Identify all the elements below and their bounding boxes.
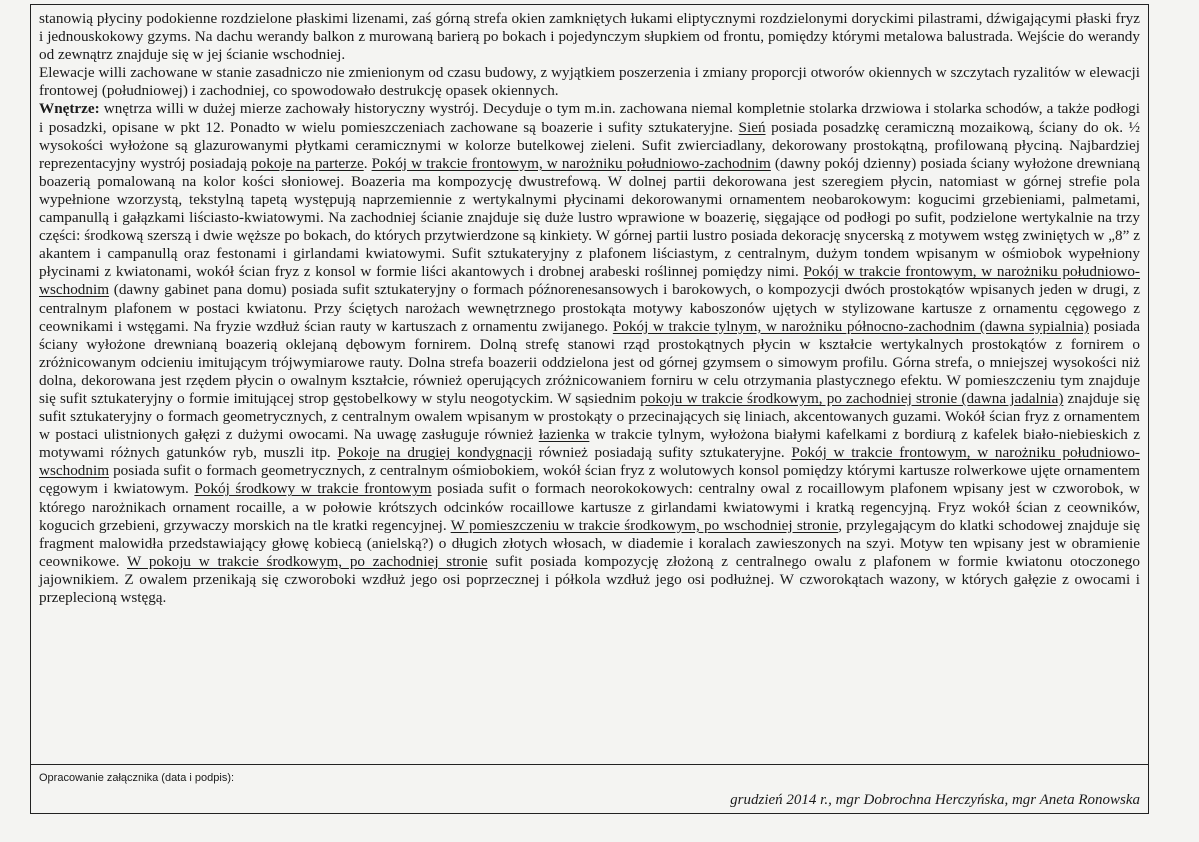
room-link-middle-east: W pomieszczeniu w trakcie środkowym, po wschodniej stronie (450, 516, 839, 534)
signature-label: Opracowanie załącznika (data i podpis): (39, 772, 235, 784)
interior-text: w trakcie tylnym, wyłożona białymi kafelkami z bordiurą z kafelek biało-niebieskich z motywami różnych gatunków ryb, muszli itp. (39, 426, 1140, 462)
room-link-nw-back: Pokój w trakcie tylnym, w narożniku północno-zachodnim (dawna sypialnia) (612, 317, 1089, 335)
room-link-second-floor: Pokoje na drugiej kondygnacji (337, 444, 533, 462)
interior-text: również posiadają sufity sztukateryjne. (532, 444, 792, 462)
interior-text: znajduje się sufit sztukateryjny o formach geometrycznych, z centralnym owalem wpisanym w prostokąty o przecinających się liniach, akcentowanych guzami. Wokół ścian fryz z ornamentem w postaci ulistnionych gałęzi z dużymi owocami. Na uwagę zasługuje również (39, 389, 1140, 444)
room-link-sw-front: Pokój w trakcie frontowym, w narożniku południowo-zachodnim (371, 154, 771, 172)
interior-text: (dawny pokój dzienny) posiada ściany wyłożone drewnianą boazerią pomalowaną na kolor kości słoniowej. Boazeria ma kompozycję dwustrefową. W dolnej partii dekorowana jest szeregiem płycin, natomiast w górnej strefie pola wypełnione wzorzystą, tekstylną tapetą występują naprzemiennie z wertykalnymi płycinami dekorowanymi ornamentem neobarokowym: kogucimi grzebieniami, palmetami, campanullą i gałązkami liściasto-kwiatowymi. Na zachodniej ścianie znajduje się duże lustro wprawione w boazerię, sięgające od podłogi po sufit, podzielone wertykalnie na trzy części: środkową szerszą i dwie węższe po bokach, do których przytwierdzone są kinkiety. W górnej partii lustro posiada dekorację snycerską z motywem wstęg zwiniętych w „8” z akantem i campanullą oraz festonami i girlandami kwiatowymi. Sufit sztukateryjny z plafonem liściastym, z centralnym, dużym tondem wpisanym w ośmiobok wypełniony płycinami z kwiatonami, wokół ścian fryz z konsol w formie liści akantowych i drobnej arabeski roślinnej pomiędzy nimi. (39, 154, 1141, 281)
description-box (31, 5, 1148, 765)
interior-text: posiada ściany wyłożone drewnianą boazerią oklejaną dębowym fornirem. Dolną strefę stanowi rząd prostokątnych płycin w kształcie wertykalnych prostokątów z fornirem o zróżnicowanym odcieniu imitującym trójwymiarowe rauty. Dolna strefa boazerii oddzielona jest od górnej gzymsem o simowym profilu. Górna strefa, o mniejszej wysokości niż dolna, dekorowana jest rzędem płycin o owalnym kształcie, również operujących zróżnicowaniem forniru w celu otrzymania plastycznego efektu. W pomieszczeniu tym znajduje się sufit sztukateryjny o formie imitującej strop gęstobelkowy w stylu neogotyckim. W sąsiednim (39, 317, 1140, 407)
paragraph-veranda: stanowią płyciny podokienne rozdzielone płaskimi lizenami, zaś górną strefa okien zamkniętych łukami eliptycznymi rozdzielonymi doryckimi pilastrami, dźwigającymi płaski fryz i jednouskokowy gzyms. Na dachu werandy balkon z murowaną barierą po bokach i pojedynczym słupkiem od frontu, pomiędzy którymi metalowa balustrada. Wejście do werandy od zewnątrz znajduje się w jej ścianie wschodniej. (39, 10, 1140, 64)
interior-text: . (363, 154, 372, 172)
document-frame (30, 4, 1149, 814)
interior-text: sufit posiada kompozycję złożoną z centralnego owalu z plafonem w formie kwiatonu otoczonego jajownikiem. Z owalem przenikają się czworoboki wzdłuż jego osi poprzecznej i półkola wzdłuż jego osi podłużnej. W czworokątach wazony, w których gałęzie z owocami i przeplecioną wstęgą. (39, 552, 1140, 606)
paragraph-elevations: Elewacje willi zachowane w stanie zasadniczo nie zmienionym od czasu budowy, z wyjątkiem poszerzenia i zmiany proporcji otworów okiennych w szczytach ryzalitów w elewacji frontowej (południowej) i zachodniej, co spowodowało destrukcję opasek okiennych. (39, 64, 1140, 100)
signature-section (31, 765, 1148, 813)
room-link-middle-west: W pokoju w trakcie środkowym, po zachodniej stronie (127, 552, 488, 570)
room-link-bathroom: łazienka (538, 426, 590, 444)
room-link-ground-floor: pokoje na parterze (251, 154, 364, 172)
room-link-sien: Sień (738, 118, 766, 136)
description-text (39, 10, 1140, 607)
room-link-middle-front: Pokój środkowy w trakcie frontowym (194, 480, 432, 498)
interior-text: wnętrza willi w dużej mierze zachowały historyczny wystrój. Decyduje o tym m.in. zachowana niemal kompletnie stolarka drzwiowa i stolarka schodów, a także podłogi i posadzki, opisane w pkt 12. Ponadto w wielu pomieszczeniach zachowane są boazerie i sufity sztukateryjne. (39, 100, 1140, 136)
signature-text: grudzień 2014 r., mgr Dobrochna Herczyńska, mgr Aneta Ronowska (730, 792, 1140, 808)
paragraph-interior (39, 100, 1140, 607)
interior-heading: Wnętrze: (39, 100, 100, 118)
interior-text: (dawny gabinet pana domu) posiada sufit sztukateryjny o formach późnorenesansowych i barokowych, o kompozycji dwóch prostokątów wpisanych jeden w drugi, z centralnym plafonem w postaci kwiatonu. Przy ściętych narożach wewnętrznego prostokąta motywy kaboszonów ujętych w stylizowane kartusze z ornamentu cęgowego z ceownikami i wstęgami. Na fryzie wzdłuż ścian rauty w kartuszach z ornamentu zwijanego. (39, 281, 1140, 335)
interior-text: , przylegającym do klatki schodowej znajduje się fragment malowidła przedstawiający głowę kobiecą (anielską?) o długich złotych włosach, w diademie i koralach zawieszonych na szyi. Motyw ten wpisany jest w obramienie ceownikowe. (39, 516, 1141, 570)
interior-text: posiada sufit o formach neorokokowych: centralny owal z rocaillowym plafonem wpisany jest w czworobok, w którego narożnikach ornament rocaille, a w połowie krótszych odcinków rocaillowe kartusze z girlandami kwiatowymi i kratką regencyjną. Fryz wokół ścian z ceowników, kogucich grzebieni, grzywaczy morskich na tle kratki regencyjnej. (39, 480, 1140, 534)
room-link-dining: pokoju w trakcie środkowym, po zachodniej stronie (dawna jadalnia) (640, 389, 1064, 407)
room-link-se-front: Pokój w trakcie frontowym, w narożniku południowo-wschodnim (39, 263, 1140, 299)
interior-text: posiada sufit o formach geometrycznych, z centralnym ośmiobokiem, wokół ścian fryz z wolutowych konsol pomiędzy którymi kartusze rolwerkowe ujęte ornamentem cęgowym i kwiatowym. (39, 462, 1140, 498)
interior-text: posiada posadzkę ceramiczną mozaikową, ściany do ok. ½ wysokości wyłożone są glazurowanymi płytkami ceramicznymi w kolorze butelkowej zieleni. Sufit zwierciadlany, dekorowany prostokątną, profilowaną płyciną. Najbardziej reprezentacyjny wystrój posiadają (39, 118, 1140, 172)
room-link-se-front-upper: Pokój w trakcie frontowym, w narożniku południowo-wschodnim (39, 444, 1140, 480)
